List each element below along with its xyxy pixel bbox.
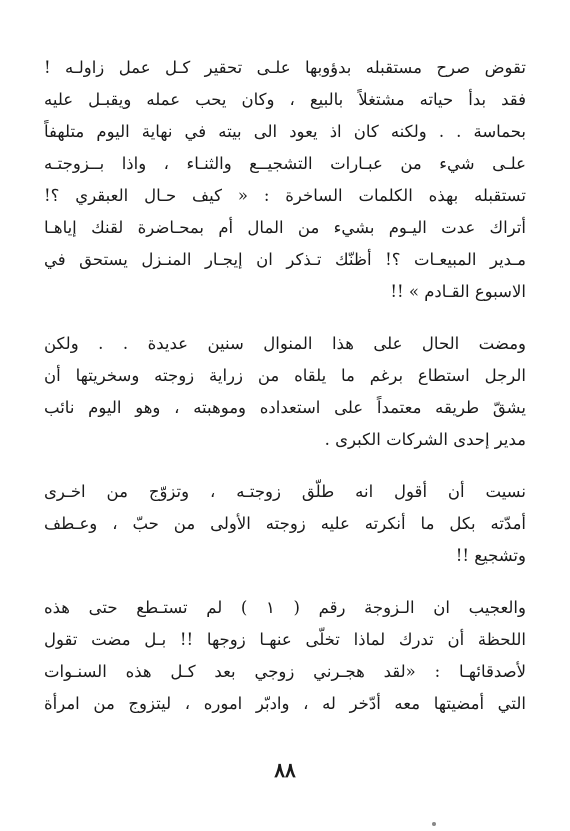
paragraph-1 — [44, 52, 526, 308]
text-line: مـدير المبيعـات ؟! أظنّك تـذكر ان إيجـار المنـزل يستحق في — [44, 250, 526, 269]
text-line: تقوض صرح مستقبله بدؤوبها علـى تحقير كـل عمل زاولـه ! — [44, 58, 526, 77]
text-line: وتشجيع !! — [455, 546, 526, 565]
scan-speck — [432, 822, 436, 826]
text-line: أتراك عدت اليـوم بشيء من المال أم بمحـاضرة لقنك إياهـا — [44, 218, 526, 237]
text-line: علـى شيء من عبـارات التشجيــع والثنـاء ، واذا بــزوجتـه — [44, 154, 526, 173]
text-line: الاسبوع القـادم » !! — [390, 282, 526, 301]
paragraph-3 — [44, 476, 526, 572]
text-line: لأصدقائهـا : «لقد هجـرني زوجي بعد كـل هذه السنـوات — [44, 662, 526, 681]
text-line: مدير إحدى الشركات الكبرى . — [324, 430, 526, 449]
text-line: الرجل استطاع برغم ما يلقاه من زراية زوجته وسخريتها أن — [44, 366, 526, 385]
text-line: اللحظة أن تدرك لماذا تخلّى عنهـا زوجها !! بـل مضت تقول — [44, 630, 526, 649]
text-line: ومضت الحال على هذا المنوال سنين عديدة . . ولكن — [44, 334, 526, 353]
paragraph-2 — [44, 328, 526, 456]
text-line: يشقّ طريقه معتمداً على استعداده وموهبته ، وهو اليوم نائب — [44, 398, 526, 417]
text-line: والعجيب ان الـزوجة رقم ( ١ ) لم تستـطع حتى هذه — [44, 598, 526, 617]
page-number: ٨٨ — [274, 758, 296, 782]
paragraph-4 — [44, 592, 526, 720]
text-line: نسيت أن أقول انه طلّق زوجتـه ، وتزوّج من اخـرى — [44, 482, 526, 501]
text-line: بحماسة . . ولكنه كان اذ يعود الى بيته في نهاية اليوم متلهفاً — [44, 122, 526, 141]
text-line: التي أمضيتها معه أدّخر له ، وادبّر اموره ، ليتزوج من امرأة — [44, 694, 526, 713]
text-line: تستقبله بهذه الكلمات الساخرة : « كيف حـال العبقري ؟! — [44, 186, 526, 205]
body-text — [44, 52, 526, 740]
text-line: أمدّته بكل ما أنكرته عليه زوجته الأولى من حبّ ، وعـطف — [44, 514, 526, 533]
text-line: فقد بدأ حياته مشتغلاً بالبيع ، وكان يحب عمله ويقبـل عليه — [44, 90, 526, 109]
